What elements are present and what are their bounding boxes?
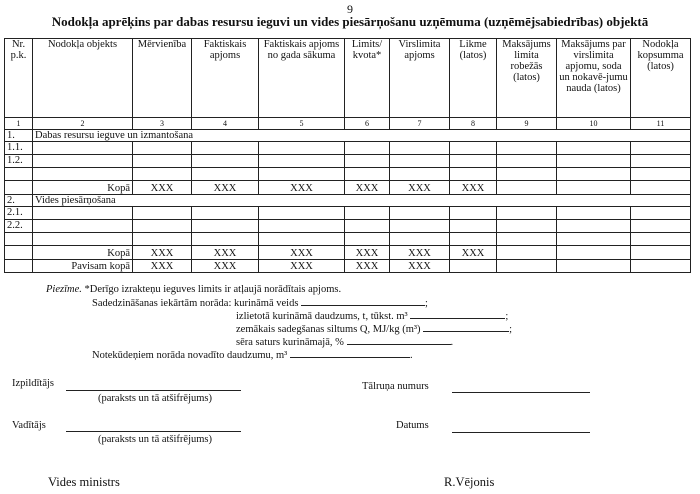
xxx-cell: XXX — [133, 260, 192, 273]
phone-field[interactable] — [452, 392, 590, 393]
xxx-cell: XXX — [259, 246, 345, 260]
column-number: 4 — [192, 118, 259, 130]
header-cell: Faktiskais apjoms no gada sākuma — [259, 39, 345, 118]
section-row-resources — [5, 130, 691, 142]
executor-signature-line[interactable] — [66, 390, 241, 391]
xxx-cell: XXX — [390, 260, 450, 273]
column-number: 9 — [497, 118, 557, 130]
xxx-cell: XXX — [450, 246, 497, 260]
note-line — [46, 284, 341, 295]
column-number: 5 — [259, 118, 345, 130]
signature-caption: (paraksts un tā atšifrējums) — [98, 393, 213, 404]
xxx-cell: XXX — [345, 181, 390, 195]
column-number: 8 — [450, 118, 497, 130]
date-label: Datums — [396, 420, 429, 431]
column-number: 3 — [133, 118, 192, 130]
header-cell: Nodokļa objekts — [33, 39, 133, 118]
fuel-amount-line: izlietotā kurināmā daudzums, t, tūkst. m³ ; — [236, 311, 509, 322]
header-cell: Mērvienība — [133, 39, 192, 118]
page-title: Nodokļa aprēķins par dabas resursu ieguvi un vides piesārņošanu uzņēmuma (uzņēmējsabiedrības) objektā — [51, 14, 649, 29]
header-cell: Nr. p.k. — [5, 39, 33, 118]
header-cell: Limits/ kvota* — [345, 39, 390, 118]
minister-title: Vides ministrs — [48, 475, 120, 489]
xxx-cell: XXX — [192, 181, 259, 195]
xxx-cell: XXX — [345, 260, 390, 273]
xxx-cell: XXX — [390, 181, 450, 195]
manager-signature-line[interactable] — [66, 431, 241, 432]
header-row — [5, 39, 691, 118]
section-number: 2. — [5, 195, 33, 207]
section-label: Vides piesārņošana — [33, 195, 691, 207]
header-cell: Virslimita apjoms — [390, 39, 450, 118]
table-row — [5, 207, 691, 220]
header-cell: Faktiskais apjoms — [192, 39, 259, 118]
xxx-cell: XXX — [133, 246, 192, 260]
header-cell: Likme (latos) — [450, 39, 497, 118]
section-number: 1. — [5, 130, 33, 142]
fuel-amount-field[interactable] — [410, 310, 505, 319]
page-number: 9 — [347, 2, 353, 16]
row-number: 2.1. — [5, 207, 33, 220]
total-row-resources — [5, 181, 691, 195]
date-field[interactable] — [452, 432, 590, 433]
total-row-pollution — [5, 246, 691, 260]
xxx-cell: XXX — [390, 246, 450, 260]
tax-calculation-table — [4, 38, 691, 273]
total-label: Kopā — [33, 246, 133, 260]
xxx-cell: XXX — [259, 181, 345, 195]
minister-name: R.Vējonis — [444, 475, 495, 489]
xxx-cell: XXX — [259, 260, 345, 273]
sulfur-line: sēra saturs kurināmajā, % . — [236, 337, 454, 348]
xxx-cell: XXX — [192, 260, 259, 273]
xxx-cell: XXX — [192, 246, 259, 260]
column-number: 6 — [345, 118, 390, 130]
row-number: 1.1. — [5, 142, 33, 155]
heat-value-line: zemākais sadegšanas siltums Q, MJ/kg (m³) ; — [236, 324, 513, 335]
column-number: 11 — [631, 118, 691, 130]
wastewater-line: Notekūdeņiem norāda novadīto daudzumu, m³ . — [92, 350, 413, 361]
xxx-cell: XXX — [133, 181, 192, 195]
column-number: 1 — [5, 118, 33, 130]
signature-caption: (paraksts un tā atšifrējums) — [98, 434, 213, 445]
table-row — [5, 233, 691, 246]
xxx-cell: XXX — [450, 181, 497, 195]
wastewater-field[interactable] — [290, 349, 410, 358]
header-cell: Maksājums par virslimita apjomu, soda un nokavē-jumu nauda (latos) — [557, 39, 631, 118]
row-number: 2.2. — [5, 220, 33, 233]
header-cell: Nodokļa kopsumma (latos) — [631, 39, 691, 118]
header-cell: Maksājums limita robežās (latos) — [497, 39, 557, 118]
column-number: 10 — [557, 118, 631, 130]
executor-label: Izpildītājs — [12, 378, 54, 389]
row-number: 1.2. — [5, 155, 33, 168]
note-text: *Derīgo izrakteņu ieguves limits ir atļaujā norādītais apjoms. — [84, 284, 342, 295]
column-number: 7 — [390, 118, 450, 130]
phone-label: Tālruņa numurs — [362, 381, 429, 392]
table-row — [5, 155, 691, 168]
manager-label: Vadītājs — [12, 420, 46, 431]
xxx-cell: XXX — [345, 246, 390, 260]
section-label: Dabas resursu ieguve un izmantošana — [33, 130, 691, 142]
note-label: Piezīme. — [46, 284, 82, 295]
sulfur-field[interactable] — [347, 336, 451, 345]
grand-total-row — [5, 260, 691, 273]
column-number: 2 — [33, 118, 133, 130]
fuel-type-line: Sadedzināšanas iekārtām norāda: kurināmā veids ; — [92, 298, 428, 309]
heat-value-field[interactable] — [423, 323, 509, 332]
table-row — [5, 168, 691, 181]
grand-total-label: Pavisam kopā — [33, 260, 133, 273]
total-label: Kopā — [33, 181, 133, 195]
table-row — [5, 142, 691, 155]
fuel-type-field[interactable] — [301, 297, 425, 306]
table-row — [5, 220, 691, 233]
section-row-pollution — [5, 195, 691, 207]
column-number-row — [5, 118, 691, 130]
